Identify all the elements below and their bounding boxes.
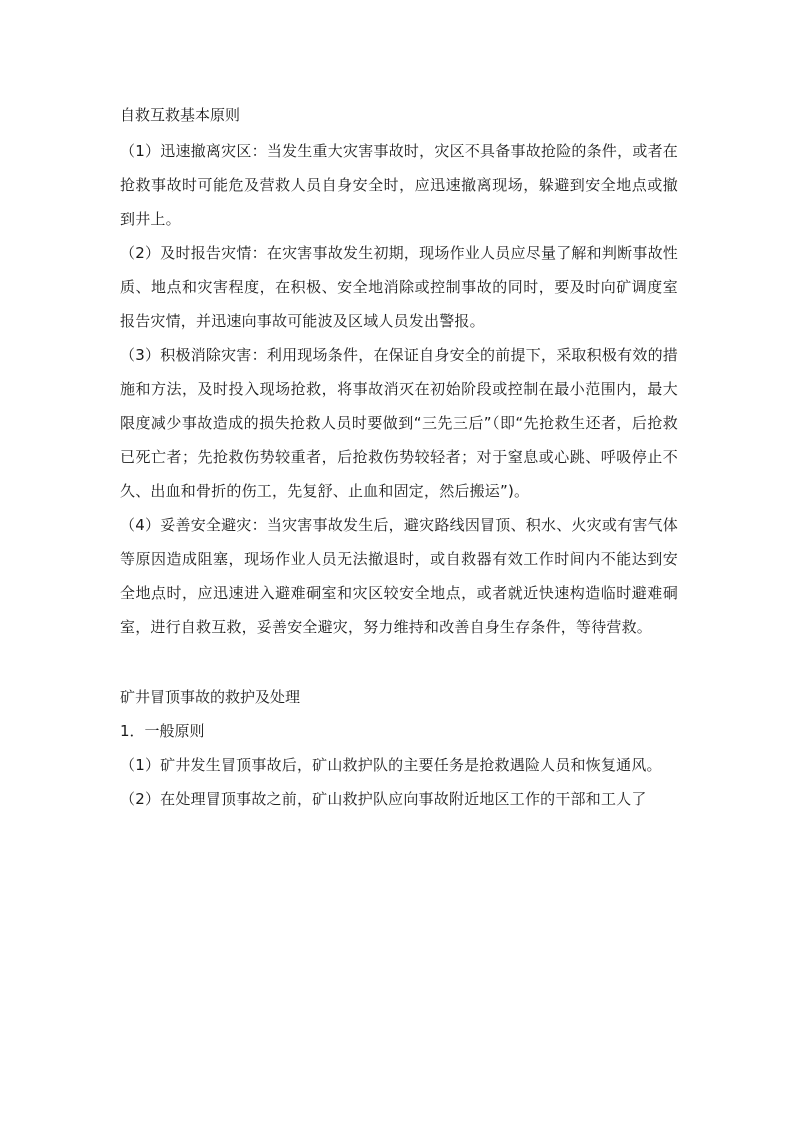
section-title-roof-fall: 矿井冒顶事故的救护及处理 bbox=[120, 688, 301, 706]
paragraph-eliminate: （3）积极消除灾害：利用现场条件，在保证自身安全的前提下，采取积极有效的措施和方法，及时投入现场抢救，将事故消灭在初始阶段或控制在最小范围内，最大限度减少事故造成的损失抢救人员时要做到“三先三后”（即“先抢救生还者，后抢救已死亡者；先抢救伤势较重者，后抢救伤势较轻者；对于窒息或心跳、呼吸停止不久、出血和骨折的伤工，先复舒、止血和固定，然后搬运”)。 bbox=[120, 346, 678, 500]
paragraph-evacuate: （1）迅速撤离灾区：当发生重大灾害事故时，灾区不具备事故抢险的条件，或者在抢救事故时可能危及营救人员自身安全时，应迅速撤离现场，躲避到安全地点或撤到井上。 bbox=[120, 142, 678, 228]
section-spacer bbox=[120, 644, 678, 680]
paragraph-principle-2: （2）在处理冒顶事故之前，矿山救护队应向事故附近地区工作的干部和工人了 bbox=[120, 790, 647, 808]
section-title-self-rescue: 自救互救基本原则 bbox=[120, 106, 241, 124]
paragraph-report: （2）及时报告灾情：在灾害事故发生初期，现场作业人员应尽量了解和判断事故性质、地点和灾害程度，在积极、安全地消除或控制事故的同时，要及时向矿调度室报告灾情，并迅速向事故可能波及区域人员发出警报。 bbox=[120, 244, 678, 330]
paragraph-shelter: （4）妥善安全避灾：当灾害事故发生后，避灾路线因冒顶、积水、火灾或有害气体等原因造成阻塞，现场作业人员无法撤退时，或自救器有效工作时间内不能达到安全地点时，应迅速进入避难硐室和灾区较安全地点，或者就近快速构造临时避难硐室，进行自救互救，妥善安全避灾，努力维持和改善自身生存条件，等待营救。 bbox=[120, 516, 678, 636]
document-content bbox=[120, 100, 678, 816]
subsection-title-general-principles: 1．一般原则 bbox=[120, 722, 205, 740]
paragraph-principle-1: （1）矿井发生冒顶事故后，矿山救护队的主要任务是抢救遇险人员和恢复通风。 bbox=[120, 756, 662, 774]
